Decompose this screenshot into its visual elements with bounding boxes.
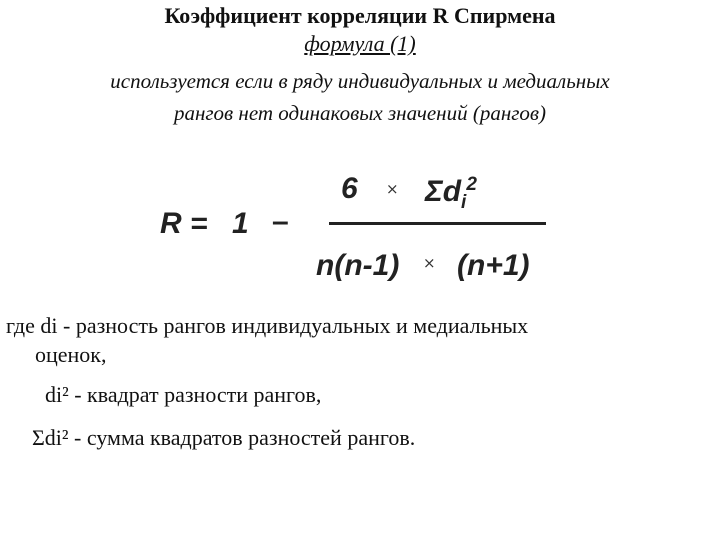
numerator-constant: 6 bbox=[341, 172, 358, 205]
denominator-multiply-sign: × bbox=[423, 254, 436, 272]
formula-lhs: R = bbox=[160, 207, 208, 240]
legend-line-4: Σdi² - сумма квадратов разностей рангов. bbox=[32, 425, 416, 450]
description-line-1: используется если в ряду индивидуальных и медиальных bbox=[110, 69, 610, 93]
sum-index: i bbox=[461, 192, 467, 213]
denominator-right: (n+1) bbox=[457, 249, 530, 282]
fraction-bar bbox=[329, 222, 546, 225]
sum-power: 2 bbox=[466, 174, 477, 195]
legend-line-2: оценок, bbox=[35, 342, 107, 367]
denominator-left: n(n-1) bbox=[316, 249, 400, 282]
legend-line-1: где di - разность рангов индивидуальных и медиальных bbox=[6, 313, 529, 338]
formula-one: 1 bbox=[232, 207, 249, 240]
legend-line-3: di² - квадрат разности рангов, bbox=[45, 382, 322, 407]
page-title: Коэффициент корреляции R Спирмена bbox=[164, 3, 556, 28]
numerator-sum bbox=[425, 168, 477, 220]
description-line-2: рангов нет одинаковых значений (рангов) bbox=[173, 101, 547, 125]
formula-reference-text: формула (1) bbox=[304, 31, 416, 56]
numerator-multiply-sign: × bbox=[386, 180, 399, 198]
sum-symbol: Σd bbox=[425, 175, 462, 208]
formula-minus: – bbox=[272, 205, 289, 238]
